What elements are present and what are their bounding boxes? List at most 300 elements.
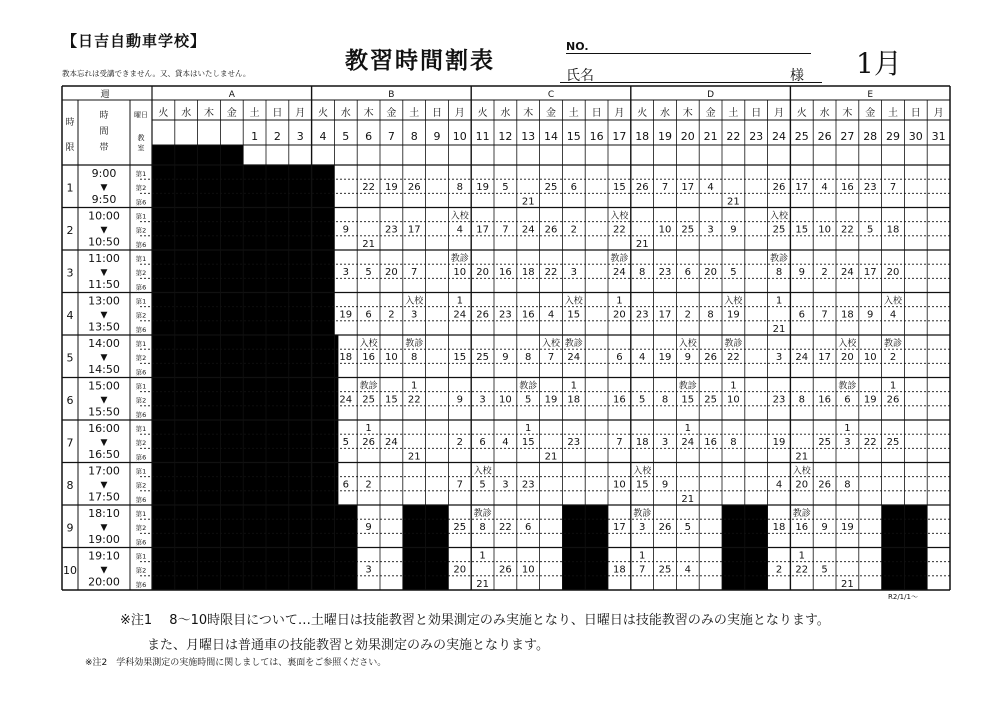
lesson-number: 26 <box>635 182 649 194</box>
lesson-number: 6 <box>570 182 577 194</box>
lesson-number: 23 <box>499 309 512 321</box>
classroom-sublabel: 第1 <box>135 467 147 476</box>
day-label: 月 <box>774 108 784 119</box>
month-label: 1月 <box>856 47 902 80</box>
lesson-number: 7 <box>661 182 669 194</box>
lesson-number: 1 <box>639 550 646 562</box>
lesson-number: 5 <box>342 437 349 449</box>
lesson-number: 3 <box>707 224 714 236</box>
period-end-time: 16:50 <box>88 448 120 461</box>
period-start-time: 16:00 <box>88 422 120 435</box>
lesson-number: 26 <box>499 564 512 576</box>
period-end-time: 20:00 <box>88 575 120 589</box>
classroom-sublabel: 第6 <box>135 453 147 462</box>
lesson-tag: 入校 <box>883 296 903 307</box>
lesson-tag: 入校 <box>678 339 697 349</box>
lesson-number: 6 <box>525 522 532 534</box>
lesson-number: 3 <box>502 479 509 491</box>
lesson-number: 8 <box>844 479 851 491</box>
lesson-number: 1 <box>456 295 463 307</box>
note-2: ※注2 学科効果測定の実施時間に関しましては、裏面をご参照ください。 <box>85 658 387 668</box>
lesson-number: 23 <box>772 394 786 406</box>
date-label: 17 <box>612 130 627 143</box>
period-header-label: 限 <box>65 143 75 153</box>
period-start-time: 10:00 <box>88 209 120 223</box>
lesson-number: 15 <box>453 352 467 364</box>
lesson-number: 6 <box>342 479 349 491</box>
period-start-time: 14:00 <box>88 337 120 350</box>
week-header-label: 週 <box>100 90 110 100</box>
lesson-number: 6 <box>798 309 805 321</box>
lesson-tag: 入校 <box>610 211 629 222</box>
date-label: 23 <box>749 130 764 143</box>
lesson-number: 21 <box>635 238 649 250</box>
lesson-number: 7 <box>547 352 555 364</box>
day-label: 月 <box>454 108 465 119</box>
date-label: 8 <box>410 130 418 143</box>
classroom-sublabel: 第2 <box>135 396 147 405</box>
day-label: 日 <box>910 108 921 119</box>
lesson-tag: 教診 <box>450 254 469 264</box>
lesson-number: 2 <box>456 437 463 449</box>
classroom-sublabel: 第1 <box>135 340 147 348</box>
lesson-number: 24 <box>795 352 809 364</box>
lesson-number: 24 <box>339 394 353 406</box>
lesson-number: 1 <box>411 380 418 392</box>
lesson-number: 2 <box>365 479 372 491</box>
timeband-header-label: 帯 <box>99 143 109 153</box>
lesson-number: 25 <box>362 394 375 406</box>
lesson-number: 17 <box>863 267 877 279</box>
lesson-number: 22 <box>613 224 626 236</box>
lesson-number: 3 <box>411 309 418 321</box>
lesson-tag: 教診 <box>633 509 652 519</box>
day-label: 火 <box>158 108 169 119</box>
lesson-number: 6 <box>684 267 691 279</box>
lesson-tag: 入校 <box>450 211 469 222</box>
week-label: B <box>388 90 395 100</box>
lesson-tag: 入校 <box>541 339 561 349</box>
lesson-number: 4 <box>684 564 691 576</box>
lesson-number: 2 <box>889 352 897 364</box>
lesson-number: 22 <box>407 394 421 406</box>
arrow-icon: ▼ <box>100 268 108 278</box>
period-end-time: 17:50 <box>88 490 120 504</box>
day-label: 金 <box>705 108 716 119</box>
date-label: 5 <box>342 130 350 143</box>
lesson-number: 26 <box>544 224 558 236</box>
date-label: 25 <box>794 130 809 143</box>
arrow-icon: ▼ <box>100 438 108 448</box>
lesson-number: 3 <box>661 437 669 449</box>
lesson-number: 17 <box>407 224 421 236</box>
day-label: 水 <box>660 108 670 119</box>
lesson-number: 9 <box>684 352 691 364</box>
date-label: 1 <box>251 130 259 143</box>
lesson-number: 25 <box>704 394 717 406</box>
period-number: 9 <box>66 521 74 535</box>
date-label: 22 <box>726 130 741 143</box>
classroom-sublabel: 第1 <box>135 170 147 178</box>
lesson-tag: 入校 <box>724 296 743 307</box>
lesson-number: 3 <box>479 394 486 406</box>
day-label: 月 <box>933 108 944 119</box>
lesson-tag: 教診 <box>678 381 697 392</box>
timeband-header-label: 時 <box>99 111 109 121</box>
lesson-number: 21 <box>407 451 421 463</box>
lesson-number: 22 <box>544 267 558 279</box>
lesson-number: 24 <box>567 352 581 364</box>
lesson-number: 20 <box>795 479 809 491</box>
lesson-tag: 入校 <box>564 296 583 307</box>
arrow-icon: ▼ <box>100 353 108 363</box>
day-label: 火 <box>477 108 488 119</box>
classroom-sublabel: 第6 <box>135 283 147 292</box>
classroom-sublabel: 第1 <box>135 510 147 518</box>
period-end-time: 11:50 <box>88 278 120 291</box>
period-end-time: 9:50 <box>91 193 117 206</box>
lesson-number: 9 <box>456 394 463 406</box>
lesson-number: 10 <box>658 224 672 236</box>
lesson-number: 16 <box>818 394 831 406</box>
lesson-tag: 教診 <box>519 381 538 392</box>
lesson-number: 16 <box>841 182 854 194</box>
lesson-tag: 教診 <box>883 339 903 349</box>
lesson-number: 17 <box>795 182 809 194</box>
period-number: 3 <box>66 266 74 280</box>
week-label: E <box>867 90 874 100</box>
day-label: 木 <box>363 108 374 119</box>
lesson-number: 15 <box>613 182 626 194</box>
lesson-number: 8 <box>661 394 669 406</box>
lesson-number: 19 <box>658 352 672 364</box>
lesson-number: 4 <box>456 224 463 236</box>
lesson-number: 9 <box>798 267 805 279</box>
classroom-sublabel: 第1 <box>135 212 147 221</box>
date-label: 2 <box>273 130 281 143</box>
lesson-number: 23 <box>658 267 672 279</box>
lesson-number: 5 <box>821 564 828 576</box>
lesson-number: 5 <box>502 182 509 194</box>
lesson-number: 17 <box>613 522 626 534</box>
lesson-number: 15 <box>635 479 649 491</box>
lesson-number: 25 <box>476 352 489 364</box>
lesson-number: 2 <box>684 309 691 321</box>
lesson-number: 25 <box>658 564 672 576</box>
classroom-sublabel: 第1 <box>135 297 147 306</box>
lesson-number: 26 <box>362 437 375 449</box>
lesson-number: 21 <box>772 323 786 335</box>
name-label: 氏名 <box>566 68 594 84</box>
period-start-time: 17:00 <box>88 464 120 478</box>
arrow-icon: ▼ <box>100 183 108 193</box>
lesson-number: 15 <box>385 394 398 406</box>
lesson-number: 24 <box>521 224 535 236</box>
lesson-number: 7 <box>411 267 418 279</box>
classroom-sublabel: 第2 <box>135 354 147 363</box>
day-label: 火 <box>637 108 648 119</box>
day-label: 木 <box>842 108 853 119</box>
classroom-sublabel: 第2 <box>135 439 147 448</box>
lesson-number: 4 <box>707 182 714 194</box>
lesson-number: 1 <box>365 423 372 434</box>
classroom-sublabel: 第2 <box>135 566 147 575</box>
lesson-number: 20 <box>704 267 717 279</box>
lesson-number: 25 <box>772 224 786 236</box>
date-label: 19 <box>658 130 672 143</box>
day-label: 金 <box>546 108 556 119</box>
period-start-time: 13:00 <box>88 294 120 308</box>
lesson-number: 19 <box>863 394 877 406</box>
day-label: 水 <box>340 108 351 119</box>
day-label: 水 <box>181 108 192 119</box>
lesson-number: 23 <box>567 437 581 449</box>
lesson-number: 2 <box>388 309 395 321</box>
lesson-number: 22 <box>863 437 877 449</box>
lesson-number: 4 <box>821 182 828 194</box>
room-header-label: 室 <box>137 144 145 152</box>
day-label: 木 <box>682 108 693 119</box>
lesson-number: 23 <box>863 182 877 194</box>
note-1-continued: また、月曜日は普通車の技能教習と効果測定のみの実施となります。 <box>147 638 549 653</box>
period-start-time: 11:00 <box>88 252 120 265</box>
day-label: 土 <box>249 108 260 119</box>
lesson-number: 15 <box>567 309 581 321</box>
lesson-tag: 教診 <box>359 381 378 392</box>
lesson-number: 16 <box>795 522 809 534</box>
lesson-number: 16 <box>613 394 626 406</box>
lesson-number: 7 <box>616 437 623 449</box>
lesson-number: 26 <box>886 394 900 406</box>
date-label: 30 <box>908 130 923 143</box>
youbi-header-label: 曜日 <box>134 111 148 119</box>
date-label: 31 <box>931 130 946 143</box>
lesson-number: 26 <box>772 182 786 194</box>
lesson-number: 15 <box>521 437 535 449</box>
lesson-number: 16 <box>521 309 535 321</box>
lesson-number: 26 <box>818 479 831 491</box>
lesson-number: 19 <box>544 394 558 406</box>
lesson-number: 18 <box>339 352 353 364</box>
lesson-tag: 入校 <box>633 466 652 477</box>
classroom-sublabel: 第6 <box>135 240 147 249</box>
lesson-number: 21 <box>476 578 489 590</box>
classroom-sublabel: 第6 <box>135 198 147 207</box>
revision-date: R2/1/1〜 <box>888 593 918 601</box>
period-number: 10 <box>63 563 77 577</box>
lesson-tag: 入校 <box>359 339 378 349</box>
classroom-sublabel: 第1 <box>135 255 147 263</box>
period-number: 4 <box>66 308 74 322</box>
lesson-number: 20 <box>613 309 626 321</box>
period-end-time: 19:00 <box>88 533 120 546</box>
lesson-number: 3 <box>570 267 577 279</box>
lesson-number: 4 <box>502 437 509 449</box>
lesson-number: 5 <box>867 224 874 236</box>
lesson-number: 23 <box>635 309 649 321</box>
lesson-number: 26 <box>476 309 489 321</box>
period-number: 2 <box>66 223 74 237</box>
day-label: 木 <box>523 108 534 119</box>
lesson-number: 18 <box>521 267 535 279</box>
lesson-number: 20 <box>886 267 900 279</box>
lesson-number: 6 <box>365 309 372 321</box>
lesson-number: 5 <box>479 479 486 491</box>
period-number: 8 <box>66 478 74 492</box>
lesson-number: 8 <box>411 352 418 364</box>
lesson-tag: 入校 <box>838 339 857 349</box>
lesson-number: 4 <box>547 309 555 321</box>
day-label: 日 <box>591 108 602 119</box>
period-start-time: 19:10 <box>88 549 120 563</box>
lesson-tag: 入校 <box>769 211 789 222</box>
arrow-icon: ▼ <box>100 310 108 321</box>
lesson-number: 18 <box>635 437 649 449</box>
date-label: 28 <box>863 130 878 143</box>
lesson-number: 17 <box>658 309 672 321</box>
lesson-number: 2 <box>570 224 577 236</box>
date-label: 24 <box>772 130 786 143</box>
day-label: 火 <box>318 108 328 119</box>
lesson-number: 10 <box>727 394 740 406</box>
period-end-time: 10:50 <box>88 235 120 249</box>
lesson-number: 6 <box>616 352 623 364</box>
date-label: 11 <box>475 130 490 143</box>
day-label: 日 <box>272 108 283 119</box>
lesson-tag: 教診 <box>838 381 857 392</box>
classroom-sublabel: 第6 <box>135 325 147 334</box>
lesson-number: 5 <box>639 394 646 406</box>
lesson-number: 1 <box>616 295 623 307</box>
lesson-number: 20 <box>453 564 467 576</box>
lesson-number: 9 <box>502 352 509 364</box>
lesson-tag: 入校 <box>473 466 492 477</box>
date-label: 16 <box>589 130 604 143</box>
lesson-number: 19 <box>841 522 854 534</box>
number-label: NO. <box>566 40 589 53</box>
period-end-time: 14:50 <box>88 363 120 376</box>
lesson-number: 26 <box>407 182 421 194</box>
lesson-number: 20 <box>385 267 398 279</box>
classroom-sublabel: 第2 <box>135 524 147 533</box>
lesson-number: 21 <box>681 493 695 505</box>
day-label: 火 <box>796 108 807 119</box>
date-label: 13 <box>521 130 536 143</box>
lesson-number: 24 <box>453 309 467 321</box>
lesson-number: 10 <box>613 479 626 491</box>
date-label: 26 <box>817 130 832 143</box>
lesson-number: 22 <box>795 564 809 576</box>
lesson-number: 23 <box>385 224 398 236</box>
lesson-number: 3 <box>844 437 851 449</box>
date-label: 18 <box>635 130 650 143</box>
lesson-number: 6 <box>844 394 851 406</box>
date-label: 14 <box>544 130 558 143</box>
lesson-number: 25 <box>818 437 831 449</box>
lesson-number: 18 <box>567 394 581 406</box>
lesson-number: 1 <box>889 380 897 392</box>
classroom-sublabel: 第1 <box>135 382 147 391</box>
lesson-number: 10 <box>521 564 535 576</box>
day-label: 木 <box>204 108 214 119</box>
lesson-number: 16 <box>704 437 717 449</box>
note-1: ※注1 8〜10時限目について…土曜日は技能教習と効果測定のみ実施となり、日曜日は技能教習のみの実施となります。 <box>120 613 830 628</box>
date-label: 10 <box>452 130 467 143</box>
lesson-number: 25 <box>453 522 467 534</box>
lesson-number: 1 <box>525 423 532 434</box>
lesson-number: 1 <box>798 550 805 562</box>
day-label: 水 <box>500 108 511 119</box>
lesson-number: 5 <box>684 522 691 534</box>
lesson-number: 6 <box>479 437 486 449</box>
day-label: 土 <box>409 108 420 119</box>
period-end-time: 15:50 <box>88 405 120 419</box>
textbook-notice: 教本忘れは受講できません。又、貸本はいたしません。 <box>62 69 251 78</box>
timeband-header-label: 間 <box>99 127 109 137</box>
lesson-number: 1 <box>844 423 851 434</box>
lesson-number: 1 <box>479 550 486 562</box>
day-label: 金 <box>386 108 397 119</box>
classroom-sublabel: 第2 <box>135 184 147 193</box>
lesson-number: 18 <box>886 224 900 236</box>
period-number: 5 <box>66 351 74 365</box>
date-label: 9 <box>433 130 441 143</box>
lesson-number: 4 <box>775 479 783 491</box>
day-label: 土 <box>888 108 898 119</box>
date-label: 12 <box>498 130 513 143</box>
lesson-number: 9 <box>365 522 372 534</box>
room-header-label: 教 <box>137 134 145 142</box>
lesson-number: 7 <box>889 182 897 194</box>
lesson-number: 7 <box>502 224 509 236</box>
lesson-tag: 入校 <box>792 466 811 477</box>
lesson-number: 1 <box>684 423 691 434</box>
lesson-number: 8 <box>525 352 532 364</box>
classroom-sublabel: 第6 <box>135 538 147 547</box>
lesson-number: 1 <box>730 380 737 392</box>
week-label: A <box>228 90 235 100</box>
lesson-number: 16 <box>362 352 375 364</box>
lesson-number: 22 <box>362 182 375 194</box>
lesson-number: 3 <box>639 522 646 534</box>
period-number: 1 <box>66 181 74 195</box>
lesson-number: 25 <box>544 182 558 194</box>
classroom-sublabel: 第1 <box>135 552 147 561</box>
school-name: 【日吉自動車学校】 <box>62 32 207 50</box>
lesson-number: 4 <box>889 309 897 321</box>
lesson-number: 22 <box>727 352 740 364</box>
lesson-number: 5 <box>525 394 532 406</box>
date-label: 3 <box>296 130 304 143</box>
lesson-number: 26 <box>658 522 672 534</box>
classroom-sublabel: 第2 <box>135 481 147 490</box>
classroom-sublabel: 第6 <box>135 495 147 504</box>
week-label: D <box>707 90 715 100</box>
lesson-number: 8 <box>775 267 783 279</box>
day-label: 日 <box>751 108 762 119</box>
period-start-time: 9:00 <box>91 167 117 180</box>
lesson-number: 3 <box>342 267 349 279</box>
lesson-number: 2 <box>821 267 828 279</box>
date-label: 6 <box>365 130 373 143</box>
lesson-number: 19 <box>476 182 489 194</box>
lesson-number: 18 <box>772 522 786 534</box>
lesson-number: 18 <box>841 309 854 321</box>
arrow-icon: ▼ <box>100 225 108 236</box>
lesson-number: 9 <box>821 522 828 534</box>
classroom-sublabel: 第6 <box>135 368 147 377</box>
lesson-number: 10 <box>863 352 877 364</box>
